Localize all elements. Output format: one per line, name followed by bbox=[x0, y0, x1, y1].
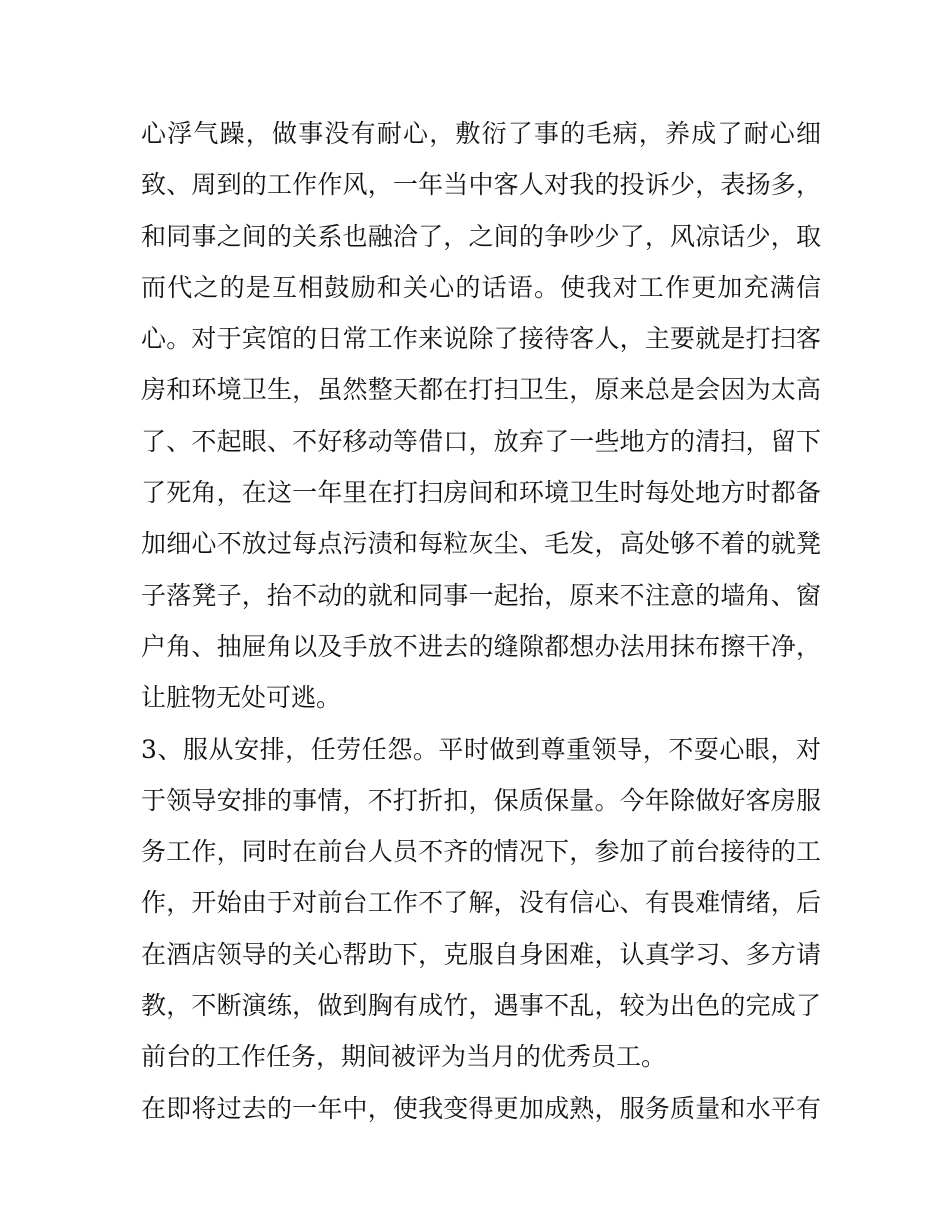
text-line: 心浮气躁，做事没有耐心，敷衍了事的毛病，养成了耐心细 bbox=[141, 119, 821, 148]
text-line: 心。对于宾馆的日常工作来说除了接待客人，主要就是打扫客 bbox=[141, 324, 821, 354]
text-line: 作，开始由于对前台工作不了解，没有信心、有畏难情绪，后 bbox=[141, 888, 821, 918]
text-line: 和同事之间的关系也融洽了，之间的争吵少了，风凉话少，取 bbox=[141, 221, 821, 251]
text-line: 在酒店领导的关心帮助下，克服自身困难，认真学习、多方请 bbox=[141, 939, 821, 969]
text-line: 致、周到的工作作风，一年当中客人对我的投诉少，表扬多， bbox=[141, 170, 821, 200]
text-line: 让脏物无处可逃。 bbox=[141, 683, 342, 713]
text-line: 于领导安排的事情，不打折扣，保质保量。今年除做好客房服 bbox=[141, 785, 821, 815]
text-line: 加细心不放过每点污渍和每粒灰尘、毛发，高处够不着的就凳 bbox=[141, 529, 821, 559]
text-line: 教，不断演练，做到胸有成竹，遇事不乱，较为出色的完成了 bbox=[141, 991, 821, 1021]
text-line: 前台的工作任务，期间被评为当月的优秀员工。 bbox=[141, 1042, 667, 1072]
text-line: 在即将过去的一年中，使我变得更加成熟，服务质量和水平有 bbox=[141, 1093, 821, 1123]
text-line: 了死角，在这一年里在打扫房间和环境卫生时每处地方时都备 bbox=[141, 478, 821, 508]
body-text bbox=[141, 108, 821, 1134]
text-line: 了、不起眼、不好移动等借口，放弃了一些地方的清扫，留下 bbox=[141, 426, 821, 456]
text-line: 房和环境卫生，虽然整天都在打扫卫生，原来总是会因为太高 bbox=[141, 375, 821, 405]
text-line: 子落凳子，抬不动的就和同事一起抬，原来不注意的墙角、窗 bbox=[141, 580, 821, 610]
text-line: 户角、抽屉角以及手放不进去的缝隙都想办法用抹布擦干净， bbox=[141, 631, 821, 661]
text-line: 务工作，同时在前台人员不齐的情况下，参加了前台接待的工 bbox=[141, 837, 821, 867]
text-line: 3、服从安排，任劳任怨。平时做到尊重领导，不耍心眼，对 bbox=[141, 734, 821, 764]
text-line: 而代之的是互相鼓励和关心的话语。使我对工作更加充满信 bbox=[141, 272, 821, 302]
